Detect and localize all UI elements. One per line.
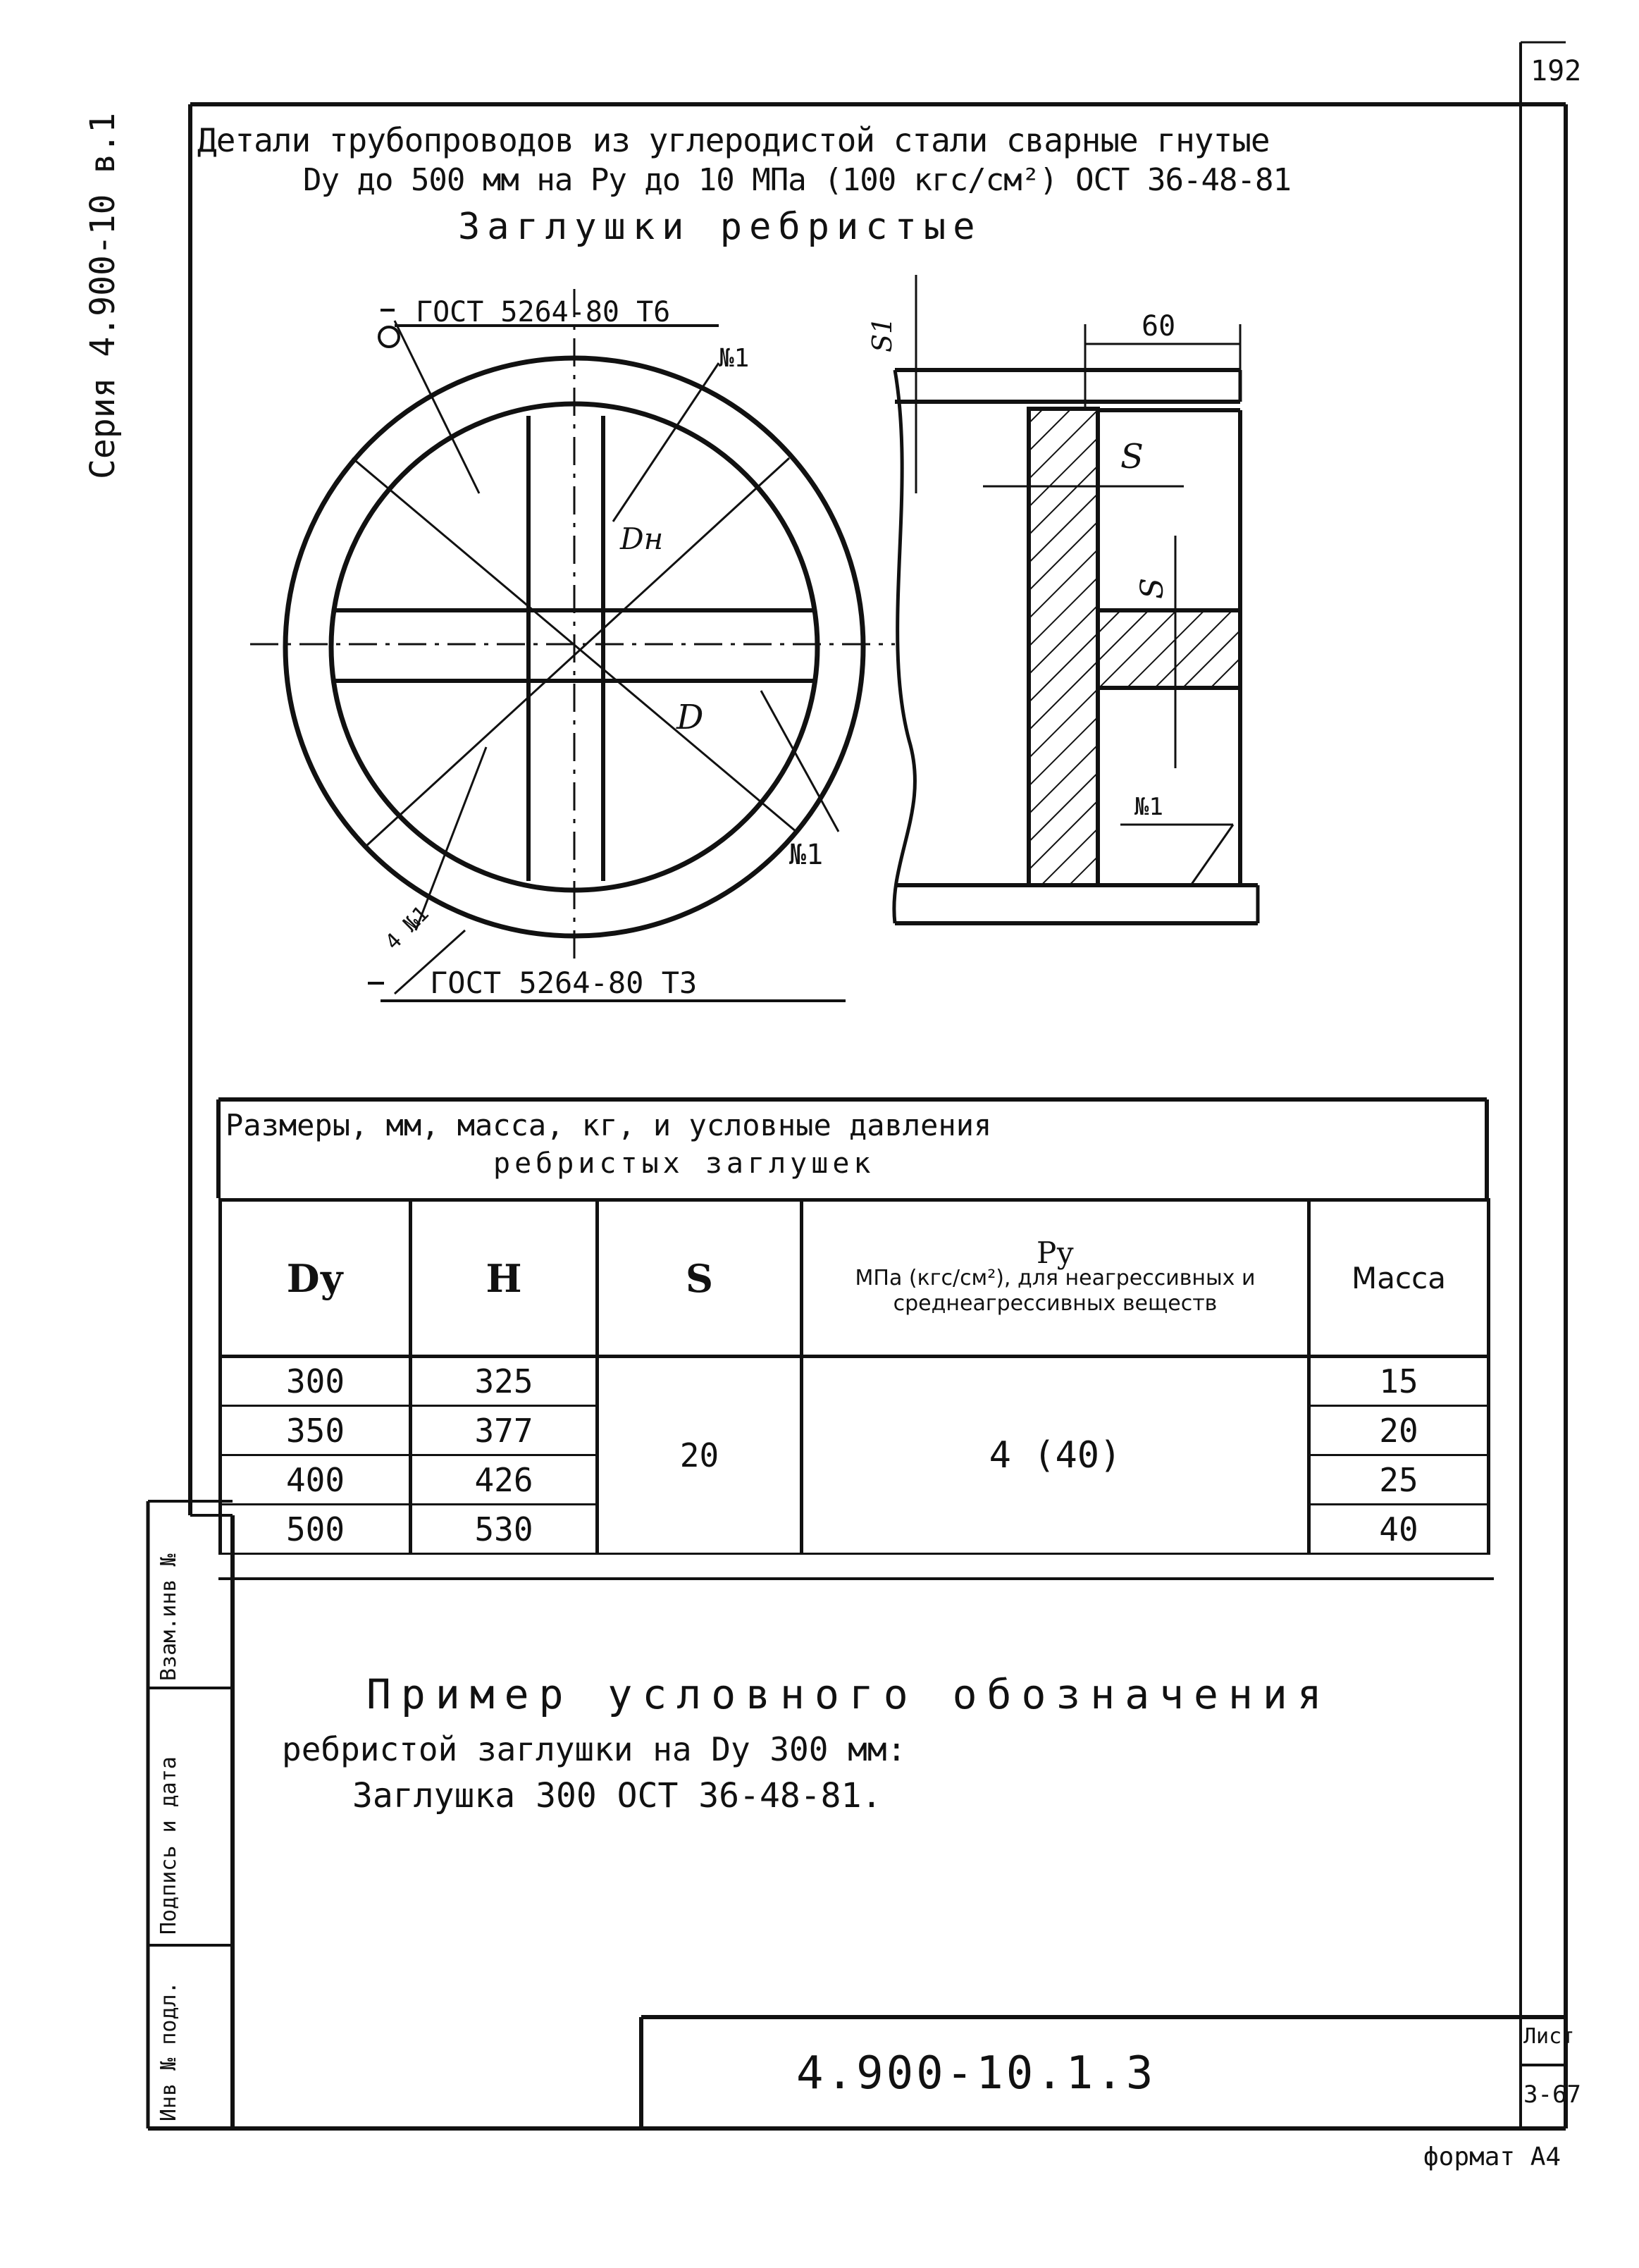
cell-s: 20 xyxy=(598,1357,802,1554)
cell-h: 426 xyxy=(411,1455,598,1505)
dim-label-60: 60 xyxy=(1142,310,1176,343)
series-label: Серия 4.900-10 в.1 xyxy=(83,112,123,479)
header-py-desc: МПа (кгс/см²), для неагрессивных и среднеагрессивных веществ xyxy=(855,1265,1256,1316)
part-label-no1-top: №1 xyxy=(719,344,750,373)
side-field-inventory: Инв № подл. xyxy=(156,1981,181,2121)
header-py xyxy=(802,1200,1309,1357)
weld-label-bottom: ГОСТ 5264-80 Т3 xyxy=(430,966,698,1000)
dim-label-s-vertical: S xyxy=(1134,577,1170,599)
part-label-4no1: 4 №1 xyxy=(381,901,434,955)
sheet-label: Лист xyxy=(1523,2024,1575,2049)
cell-h: 325 xyxy=(411,1357,598,1406)
cell-mass: 40 xyxy=(1309,1505,1489,1554)
dimensions-table xyxy=(218,1198,1490,1555)
cell-py: 4 (40) xyxy=(802,1357,1309,1554)
side-field-signature: Подпись и дата xyxy=(156,1756,181,1935)
header-s: S xyxy=(598,1200,802,1357)
example-line2: Заглушка 300 ОСТ 36-48-81. xyxy=(352,1776,882,1816)
cell-dy: 300 xyxy=(221,1357,411,1406)
table-row xyxy=(221,1357,1489,1406)
part-label-no1-right: №1 xyxy=(789,839,824,871)
table-caption-line2: ребристых заглушек xyxy=(493,1147,875,1180)
heading-subtitle: Заглушки ребристые xyxy=(458,206,982,248)
cell-mass: 25 xyxy=(1309,1455,1489,1505)
cell-h: 377 xyxy=(411,1406,598,1455)
plug-section-view xyxy=(894,275,1258,923)
example-title: Пример условного обозначения xyxy=(366,1670,1332,1718)
part-label-no1-section: №1 xyxy=(1134,793,1163,821)
dim-label-s1: S1 xyxy=(867,316,898,352)
document-code: 4.900-10.1.3 xyxy=(796,2047,1156,2100)
header-dy: Dу xyxy=(221,1200,411,1357)
cell-h: 530 xyxy=(411,1505,598,1554)
sheet-number: 3-67 xyxy=(1523,2081,1581,2109)
page-number: 192 xyxy=(1530,55,1582,87)
heading-line2: Dу до 500 мм на Pу до 10 МПа (100 кгс/см²) ОСТ 36-48-81 xyxy=(303,162,1291,198)
cell-dy: 350 xyxy=(221,1406,411,1455)
cell-dy: 400 xyxy=(221,1455,411,1505)
example-line1: ребристой заглушки на Dу 300 мм: xyxy=(282,1730,907,1768)
cell-mass: 15 xyxy=(1309,1357,1489,1406)
format-label: формат А4 xyxy=(1423,2143,1561,2171)
plug-front-view xyxy=(250,289,895,1001)
cell-dy: 500 xyxy=(221,1505,411,1554)
table-caption-line1: Размеры, мм, масса, кг, и условные давления xyxy=(225,1108,992,1142)
header-h: Н xyxy=(411,1200,598,1357)
dim-label-s-horizontal: S xyxy=(1120,437,1144,476)
header-py-title: Pу xyxy=(1037,1235,1074,1270)
dim-label-d: D xyxy=(676,698,704,737)
weld-label-top: ГОСТ 5264-80 Т6 xyxy=(416,296,671,328)
dim-label-dh: Dн xyxy=(620,522,664,556)
side-field-replacement: Взам.инв № xyxy=(156,1553,181,1681)
heading-line1: Детали трубопроводов из углеродистой стали сварные гнутые xyxy=(197,121,1270,159)
cell-mass: 20 xyxy=(1309,1406,1489,1455)
header-mass: Масса xyxy=(1309,1200,1489,1357)
